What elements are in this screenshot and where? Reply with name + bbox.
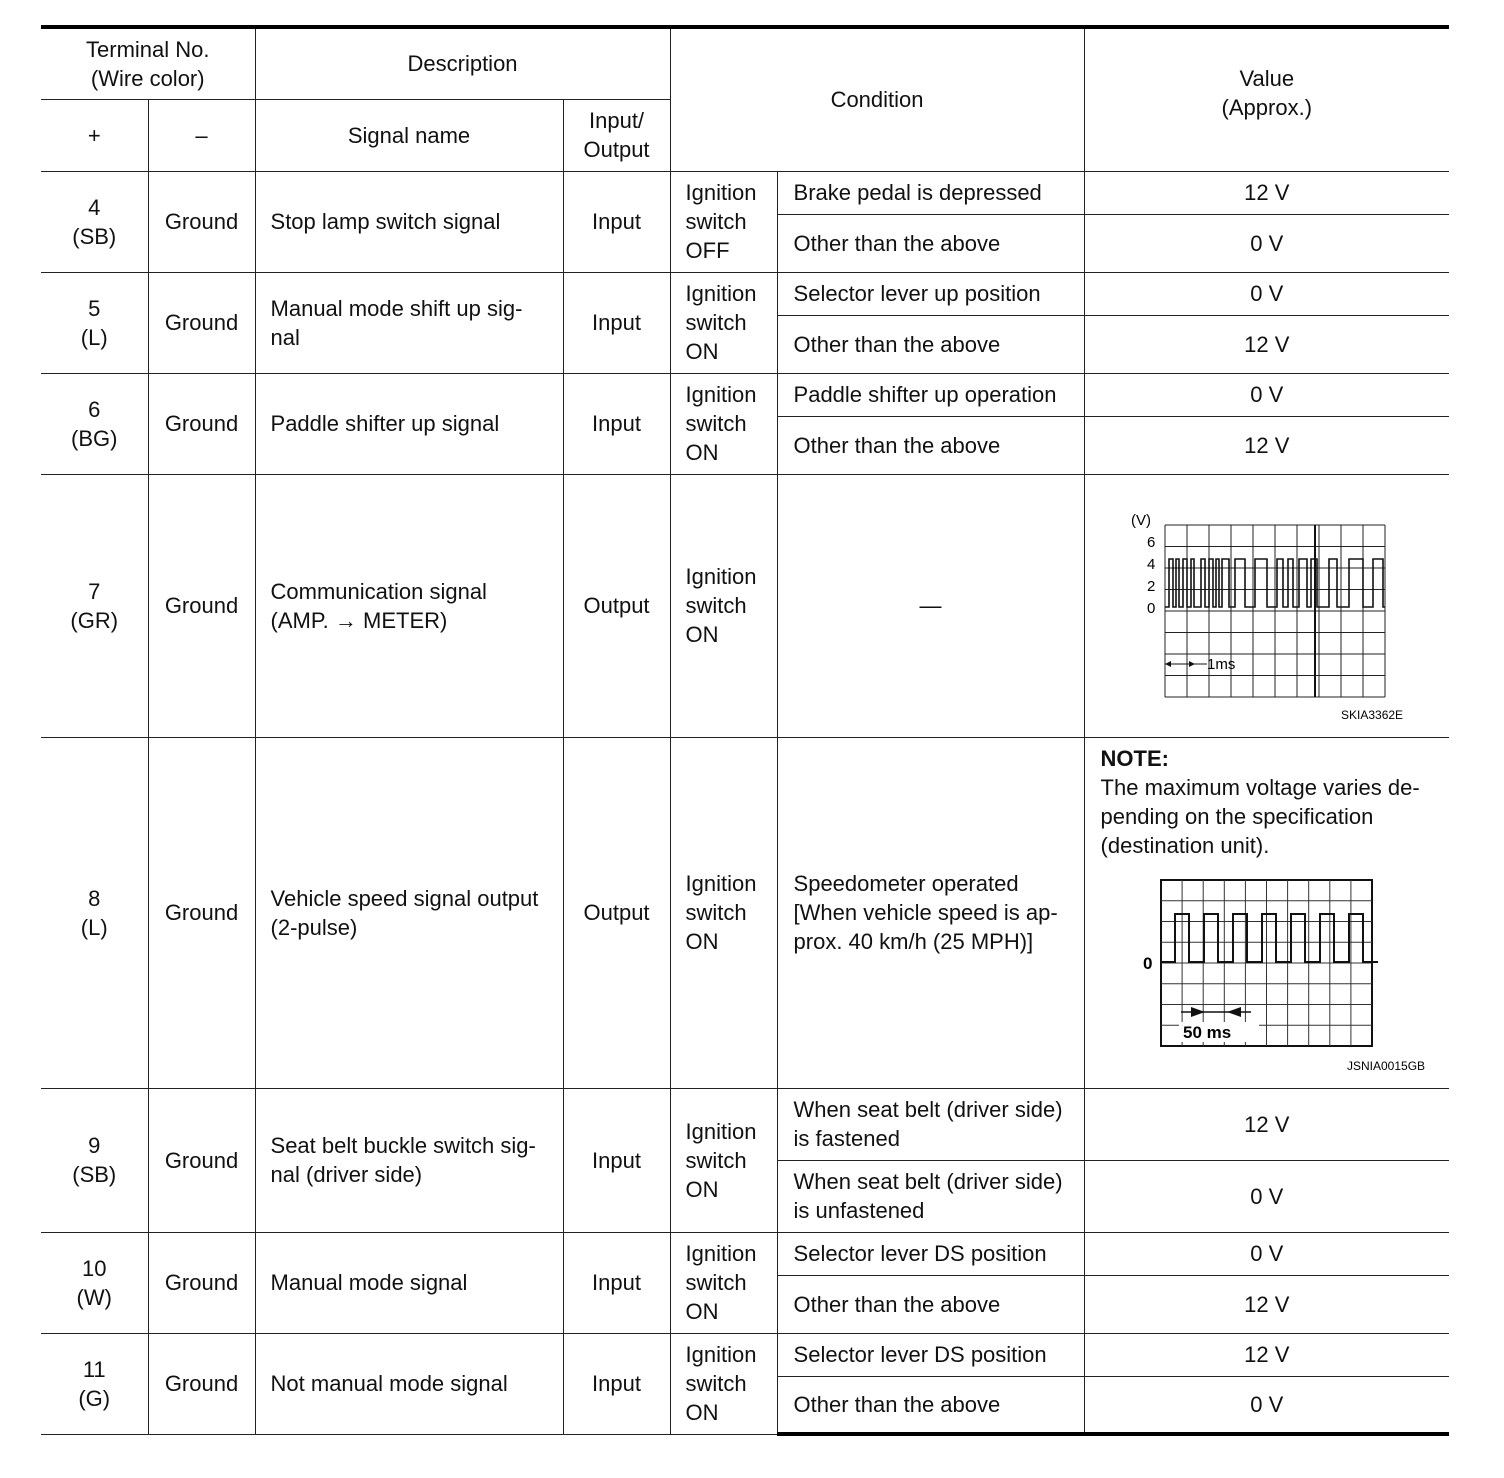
ignition-cell: Ignition switch ON xyxy=(670,373,777,474)
header-signal-name: Signal name xyxy=(255,99,563,171)
waveform-cell xyxy=(1084,474,1449,737)
minus-cell: Ground xyxy=(148,1333,255,1434)
value-cell: 12 V xyxy=(1084,1333,1449,1376)
minus-cell: Ground xyxy=(148,737,255,1088)
value-cell: 0 V xyxy=(1084,214,1449,272)
terminal-cell: 7 (GR) xyxy=(41,474,148,737)
minus-cell: Ground xyxy=(148,1088,255,1232)
signal-cell: Not manual mode signal xyxy=(255,1333,563,1434)
figure-code: JSNIA0015GB xyxy=(1346,1058,1425,1073)
condition-cell: When seat belt (driver side) is unfastened xyxy=(777,1160,1084,1232)
signal-cell: Vehicle speed signal output (2-pulse) xyxy=(255,737,563,1088)
waveform-tick-label: 6 xyxy=(1146,533,1156,551)
value-cell: 12 V xyxy=(1084,1275,1449,1333)
waveform-zero-label: 0 xyxy=(1142,953,1153,973)
condition-cell: Selector lever up position xyxy=(777,272,1084,315)
signal-cell: Manual mode shift up sig- nal xyxy=(255,272,563,373)
waveform-time-label: 1ms xyxy=(1206,655,1236,673)
value-cell: 0 V xyxy=(1084,1376,1449,1434)
figure-code: SKIA3362E xyxy=(1340,707,1403,721)
speed-signal-waveform xyxy=(1101,866,1441,1088)
ignition-cell: Ignition switch ON xyxy=(670,272,777,373)
signal-cell: Manual mode signal xyxy=(255,1232,563,1333)
note-text: (destination unit). xyxy=(1100,832,1270,858)
header-value: Value (Approx.) xyxy=(1084,27,1449,171)
value-cell: 0 V xyxy=(1084,272,1449,315)
condition-cell: Selector lever DS position xyxy=(777,1232,1084,1275)
value-cell: 12 V xyxy=(1084,1088,1449,1160)
condition-cell: Other than the above xyxy=(777,315,1084,373)
table-row xyxy=(41,272,1449,315)
waveform-time-label: 50 ms xyxy=(1182,1022,1231,1042)
ignition-cell: Ignition switch ON xyxy=(670,474,777,737)
header-minus: – xyxy=(148,99,255,171)
note-cell xyxy=(1084,737,1449,1088)
waveform-tick-label: 4 xyxy=(1146,555,1156,573)
io-cell: Output xyxy=(563,737,670,1088)
table-row xyxy=(41,474,1449,737)
minus-cell: Ground xyxy=(148,171,255,272)
header-row-1 xyxy=(41,27,1449,99)
header-input-output: Input/ Output xyxy=(563,99,670,171)
ignition-cell: Ignition switch OFF xyxy=(670,171,777,272)
io-cell: Output xyxy=(563,474,670,737)
condition-cell: Selector lever DS position xyxy=(777,1333,1084,1376)
terminal-cell: 6 (BG) xyxy=(41,373,148,474)
note-text: The maximum voltage varies de- xyxy=(1100,774,1420,800)
value-cell: 0 V xyxy=(1084,1160,1449,1232)
ignition-cell: Ignition switch ON xyxy=(670,737,777,1088)
signal-cell: Paddle shifter up signal xyxy=(255,373,563,474)
table-row xyxy=(41,737,1449,1088)
condition-cell: — xyxy=(777,474,1084,737)
header-plus: + xyxy=(41,99,148,171)
table-row xyxy=(41,171,1449,214)
ignition-cell: Ignition switch ON xyxy=(670,1088,777,1232)
table-row xyxy=(41,1333,1449,1376)
condition-cell: Other than the above xyxy=(777,1376,1084,1434)
value-cell: 0 V xyxy=(1084,1232,1449,1275)
table-row xyxy=(41,373,1449,416)
header-condition: Condition xyxy=(670,27,1084,171)
signal-cell: Communication signal (AMP. → METER) xyxy=(255,474,563,737)
io-cell: Input xyxy=(563,1088,670,1232)
value-cell: 12 V xyxy=(1084,315,1449,373)
waveform-unit-label: (V) xyxy=(1130,511,1151,529)
io-cell: Input xyxy=(563,1232,670,1333)
waveform-tick-label: 0 xyxy=(1146,599,1156,617)
condition-cell: Other than the above xyxy=(777,214,1084,272)
condition-cell: Other than the above xyxy=(777,1275,1084,1333)
table-row xyxy=(41,1232,1449,1275)
header-description: Description xyxy=(255,27,670,99)
io-cell: Input xyxy=(563,272,670,373)
waveform-grid xyxy=(1165,525,1385,697)
signal-cell: Stop lamp switch signal xyxy=(255,171,563,272)
terminal-cell: 8 (L) xyxy=(41,737,148,1088)
terminal-cell: 10 (W) xyxy=(41,1232,148,1333)
minus-cell: Ground xyxy=(148,474,255,737)
waveform-tick-label: 2 xyxy=(1146,577,1156,595)
value-cell: 0 V xyxy=(1084,373,1449,416)
io-cell: Input xyxy=(563,1333,670,1434)
ignition-cell: Ignition switch ON xyxy=(670,1232,777,1333)
minus-cell: Ground xyxy=(148,272,255,373)
minus-cell: Ground xyxy=(148,373,255,474)
header-terminal: Terminal No. (Wire color) xyxy=(41,27,255,99)
condition-cell: Brake pedal is depressed xyxy=(777,171,1084,214)
table-row xyxy=(41,1088,1449,1160)
value-cell: 12 V xyxy=(1084,416,1449,474)
terminal-cell: 4 (SB) xyxy=(41,171,148,272)
minus-cell: Ground xyxy=(148,1232,255,1333)
terminal-spec-table xyxy=(41,25,1449,1436)
comm-signal-waveform xyxy=(1117,491,1417,721)
note-title: NOTE: xyxy=(1100,745,1169,771)
value-cell: 12 V xyxy=(1084,171,1449,214)
terminal-cell: 11 (G) xyxy=(41,1333,148,1434)
condition-cell: Other than the above xyxy=(777,416,1084,474)
note-text: pending on the specification xyxy=(1100,803,1374,829)
terminal-cell: 5 (L) xyxy=(41,272,148,373)
io-cell: Input xyxy=(563,171,670,272)
condition-cell: Paddle shifter up operation xyxy=(777,373,1084,416)
ignition-cell: Ignition switch ON xyxy=(670,1333,777,1434)
signal-cell: Seat belt buckle switch sig- nal (driver side) xyxy=(255,1088,563,1232)
condition-cell: Speedometer operated [When vehicle speed is ap- prox. 40 km/h (25 MPH)] xyxy=(777,737,1084,1088)
terminal-cell: 9 (SB) xyxy=(41,1088,148,1232)
io-cell: Input xyxy=(563,373,670,474)
condition-cell: When seat belt (driver side) is fastened xyxy=(777,1088,1084,1160)
